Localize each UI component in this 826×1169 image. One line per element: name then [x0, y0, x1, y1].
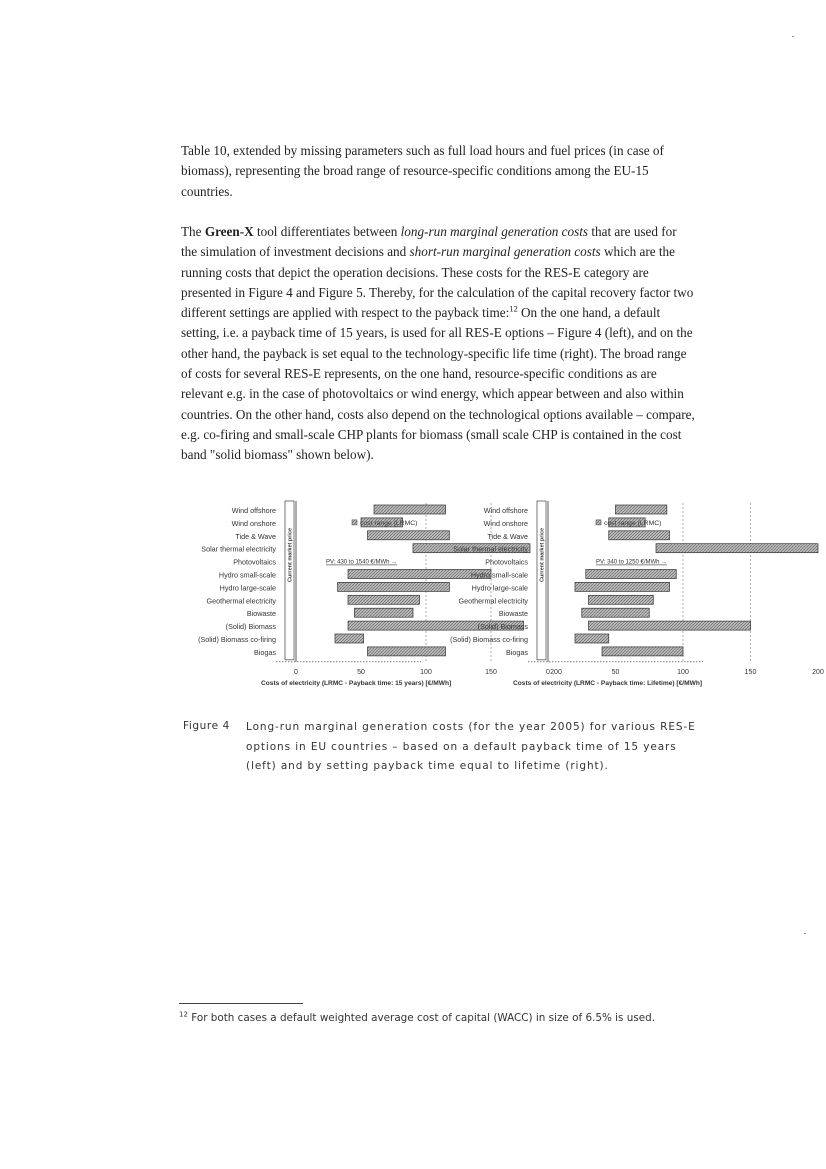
range-bar	[586, 570, 676, 579]
paragraph-intro: Table 10, extended by missing parameters such as full load hours and fuel prices (in case of biomass), representing the broad range of resource-specific conditions among the EU-15 countries.	[181, 143, 664, 199]
market-price-label: Current market price	[539, 527, 546, 583]
category-label: (Solid) Biomass	[477, 622, 528, 632]
chart-left-lrmc-15-years	[183, 497, 562, 697]
x-tick-label: 100	[420, 668, 432, 676]
x-tick-label: 200	[550, 668, 562, 676]
category-label: Hydro large-scale	[219, 583, 276, 593]
x-axis-title: Costs of electricity (LRMC - Payback time: 15 years) [€/MWh]	[261, 679, 452, 687]
range-bar	[355, 608, 414, 617]
legend-swatch	[596, 520, 601, 525]
range-bar	[602, 647, 683, 656]
category-label: (Solid) Biomass	[225, 622, 276, 632]
category-label: Photovoltaics	[233, 557, 276, 567]
range-chart-svg	[437, 497, 824, 697]
legend-label: cost range (LRMC)	[604, 519, 662, 527]
category-label: Wind onshore	[231, 518, 276, 528]
footnote-number: 12	[179, 1010, 188, 1019]
range-chart-svg	[183, 497, 562, 697]
category-label: Tide & Wave	[487, 531, 528, 541]
range-bar	[582, 608, 650, 617]
category-label: Biogas	[506, 647, 528, 657]
legend-label: cost range (LRMC)	[360, 519, 418, 527]
x-tick-label: 150	[485, 668, 497, 676]
paragraph-green-x: The Green-X tool differentiates between long-run marginal generation costs that are used for the simulation of investment decisions and short-run marginal generation costs which are the running costs that depict the operation decisions. These costs for the RES-E category are presented in Figure 4 and Figure 5. Thereby, for the calculation of the capital recovery factor two different settings are applied with respect to the payback time:$^{12}$ On the one hand, a default setting, i.e. a payback time of 15 years, is used for all RES-E options – Figure 4 (left), and on the other hand, the payback is set equal to the technology-specific life time (right). The broad range of costs for several RES-E represents, on the one hand, resource-specific conditions as are relevant e.g. in the case of photovoltaics or wind energy, which appear between and also within countries. On the other hand, costs also depend on the technological options available – compare, e.g. co-firing and small-scale CHP plants for biomass (small scale CHP is contained in the cost band "solid biomass" shown below).	[181, 224, 695, 463]
range-bar	[589, 595, 654, 604]
figure-label: Figure 4	[183, 720, 230, 732]
range-bar	[374, 505, 446, 514]
category-label: Geothermal electricity	[458, 596, 528, 606]
category-label: Photovoltaics	[485, 557, 528, 567]
x-tick-label: 50	[611, 668, 620, 676]
category-label: Biowaste	[498, 609, 528, 619]
category-label: Solar thermal electricity	[201, 544, 276, 554]
x-tick-label: 0	[546, 668, 550, 676]
category-label: Wind onshore	[483, 518, 528, 528]
category-label: (Solid) Biomass co-firing	[450, 635, 528, 644]
footnote-text: For both cases a default weighted average cost of capital (WACC) in size of 6.5% is used.	[187, 1012, 656, 1024]
legend-swatch	[352, 520, 357, 525]
footnote-ref[interactable]: 12	[509, 303, 518, 314]
market-price-label: Current market price	[287, 527, 294, 583]
pv-annotation: PV: 340 to 1250 €/MWh →	[596, 559, 668, 566]
x-tick-label: 100	[677, 668, 689, 676]
category-label: Solar thermal electricity	[453, 544, 528, 554]
figure-caption: Long-run marginal generation costs (for the year 2005) for various RES-E options in EU countries – based on a default payback time of 15 years (left) and by setting payback time equal to lifetime (right).	[246, 721, 696, 772]
category-label: Hydro small-scale	[218, 570, 276, 580]
x-tick-label: 0	[294, 668, 298, 676]
category-label: Geothermal electricity	[206, 596, 276, 606]
range-bar	[656, 544, 818, 553]
scan-speck	[792, 36, 794, 37]
pv-annotation: PV: 430 to 1540 €/MWh →	[326, 559, 398, 566]
x-axis-title: Costs of electricity (LRMC - Payback time: Lifetime) [€/MWh]	[513, 679, 703, 687]
scan-speck	[804, 933, 806, 934]
range-bar	[348, 595, 420, 604]
range-bar	[575, 582, 670, 591]
range-bar	[616, 505, 667, 514]
x-tick-label: 150	[744, 668, 757, 676]
category-label: (Solid) Biomass co-firing	[198, 635, 276, 644]
range-bar	[589, 621, 751, 630]
range-bar	[368, 647, 446, 656]
footnote	[179, 1012, 655, 1024]
category-label: Biogas	[254, 647, 276, 657]
footnote-divider	[179, 1003, 303, 1004]
green-x-name: Green-X	[204, 224, 254, 239]
range-bar	[335, 634, 364, 643]
chart-right-lrmc-lifetime	[437, 497, 824, 697]
range-bar	[609, 531, 670, 540]
category-label: Wind offshore	[231, 506, 276, 515]
x-tick-label: 200	[812, 668, 824, 676]
x-tick-label: 50	[357, 668, 365, 676]
category-label: Wind offshore	[483, 506, 528, 515]
range-bar	[575, 634, 609, 643]
category-label: Biowaste	[246, 609, 276, 619]
category-label: Tide & Wave	[235, 531, 276, 541]
category-label: Hydro small-scale	[470, 570, 528, 580]
category-label: Hydro large-scale	[471, 583, 528, 593]
range-bar	[338, 582, 450, 591]
